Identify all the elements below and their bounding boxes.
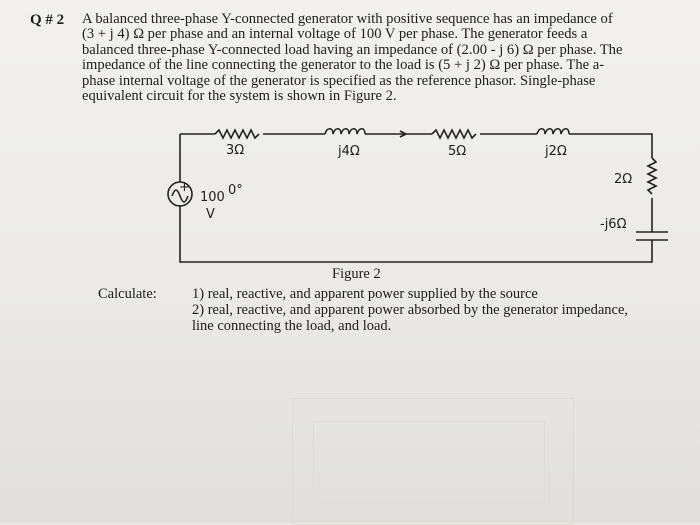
source-unit-label: V (206, 207, 215, 222)
inductor-j4-ohm (325, 129, 365, 134)
r1-label: 3Ω (226, 143, 245, 158)
r2-label: 5Ω (448, 144, 467, 159)
bleed-through-inner-box (313, 421, 545, 503)
calculate-items (192, 286, 672, 334)
source-magnitude-label: 100 (200, 190, 225, 205)
source-plus-sign: + (179, 180, 190, 195)
bleed-through-figure (292, 398, 574, 525)
calculate-item: line connecting the load, and load. (192, 318, 392, 334)
x2-label: j2Ω (545, 144, 567, 159)
x3-label: -j6Ω (600, 217, 627, 232)
source-angle-label: 0° (228, 183, 243, 198)
resistor-2-ohm (648, 158, 656, 194)
question-line: equivalent circuit for the system is shown in Figure 2. (82, 88, 397, 105)
resistor-3-ohm (215, 130, 259, 138)
calculate-label: Calculate: (98, 286, 157, 302)
calculate-item: 2) real, reactive, and apparent power absorbed by the generator impedance, (192, 302, 628, 318)
resistor-5-ohm (432, 130, 476, 138)
question-line: (3 + j 4) Ω per phase and an internal voltage of 100 V per phase. The generator feeds a (82, 26, 588, 43)
question-line: impedance of the line connecting the generator to the load is (5 + j 2) Ω per phase. The a- (82, 57, 605, 74)
question-line: balanced three-phase Y-connected load having an impedance of (2.00 - j 6) Ω per phase. The (82, 41, 623, 58)
question-number: Q # 2 (30, 12, 65, 28)
calculate-item: 1) real, reactive, and apparent power supplied by the source (192, 286, 538, 302)
inductor-j2-ohm (537, 129, 569, 134)
r3-label: 2Ω (614, 172, 633, 187)
question-line: phase internal voltage of the generator is specified as the reference phasor. Single-phase (82, 72, 596, 89)
x1-label: j4Ω (338, 144, 360, 159)
question-line: A balanced three-phase Y-connected generator with positive sequence has an impedance of (82, 11, 613, 27)
figure-caption: Figure 2 (332, 266, 381, 282)
